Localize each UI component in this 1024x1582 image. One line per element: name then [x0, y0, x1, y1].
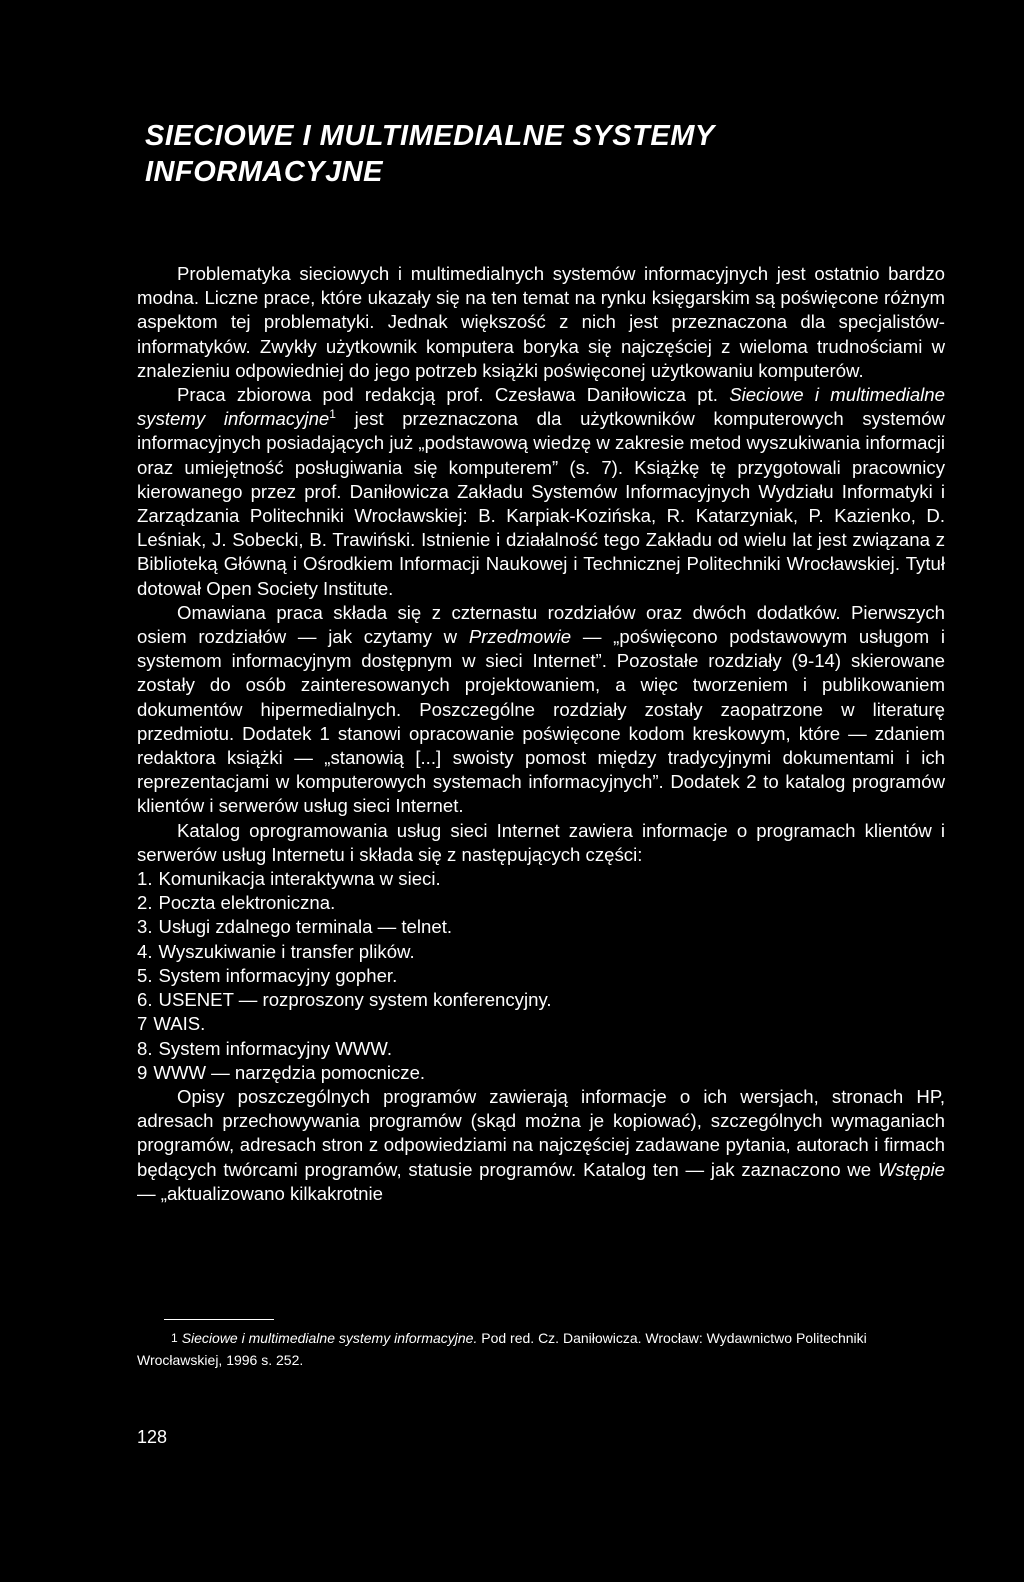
introduction-title: Wstępie — [877, 1158, 945, 1180]
book-title: Sieciowe i multimedialne systemy informacyjne — [137, 384, 945, 430]
footnote-number: 1 — [171, 1331, 178, 1345]
list-item-text: Komunikacja interaktywna w sieci. — [158, 868, 441, 890]
paragraph-publication-start: Praca zbiorowa pod redakcją prof. Czesława Daniłowicza pt. — [177, 384, 730, 406]
list-item-text: System informacyjny gopher. — [158, 964, 398, 986]
list-item-number: 7 — [137, 1013, 148, 1035]
list-item — [137, 964, 945, 988]
list-item-number: 5. — [137, 964, 153, 986]
paragraph-descriptions-rest: — „aktualizowano kilkakrotnie — [137, 1182, 383, 1204]
paragraph-descriptions-start: Opisy poszczególnych programów zawierają informacje o ich wersjach, stronach HP, adresach przechowywania programów (skąd można je kopiować), szczególnych wymaganiach programów, adresach stron z odpowiedziami na najczęściej zadawane pytania, autorach i firmach będących twórcami programów, statusie programów. Katalog ten — jak zaznaczono we — [137, 1085, 945, 1180]
title-line-1: SIECIOWE I MULTIMEDIALNE SYSTEMY — [145, 120, 715, 152]
list-item-number: 6. — [137, 989, 153, 1011]
list-item-text: Usługi zdalnego terminala — telnet. — [158, 916, 453, 938]
list-item-text: WWW — narzędzia pomocnicze. — [153, 1061, 426, 1083]
list-item-number: 3. — [137, 916, 153, 938]
paragraph-contents-start: Omawiana praca składa się z czternastu rozdziałów oraz dwóch dodatków. Pierwszych osiem rozdziałów — jak czytamy w — [137, 601, 945, 648]
page-number: 128 — [137, 1427, 168, 1447]
list-item-number: 9 — [137, 1061, 148, 1083]
list-item — [137, 940, 945, 964]
title-line-2: INFORMACYJNE — [145, 156, 384, 188]
list-item — [137, 891, 945, 915]
paragraph-contents-rest: — „poświęcono podstawowym usługom i systemom informacyjnym dostępnym w sieci Internet”. Pozostałe rozdziały (9-14) skierowane zostały do osób zainteresowanych projektowaniem, a więc tworzeniem i publikowaniem dokumentów hipermedialnych. Poszczególne rozdziały zostały zaopatrzone w literaturę przedmiotu. Dodatek 1 stanowi opracowanie poświęcone kodom kreskowym, które — zdaniem redaktora książki — „stanowią [...] swoisty pomost między tradycyjnymi dokumentami i ich reprezentacjami w komputerowych systemach informacyjnych”. Dodatek 2 to katalog programów klientów i serwerów usług sieci Internet. — [137, 626, 945, 817]
footnote-divider — [164, 1319, 274, 1320]
list-item — [137, 1037, 945, 1061]
list-item — [137, 988, 945, 1012]
list-item-number: 8. — [137, 1037, 153, 1059]
list-item-number: 2. — [137, 892, 153, 914]
list-item-number: 4. — [137, 940, 153, 962]
list-item — [137, 867, 945, 891]
footnote-text: Pod red. Cz. Daniłowicza. Wrocław: Wydawnictwo Politechniki Wrocławskiej, 1996 s. 252. — [137, 1330, 867, 1368]
paragraph-publication-rest: jest przeznaczona dla użytkowników komputerowych systemów informacyjnych posiadających już „podstawową wiedzę w zakresie metod wyszukiwania informacji oraz umiejętność posługiwania się komputerem” (s. 7). Książkę tę przygotowali pracownicy kierowanego przez prof. Daniłowicza Zakładu Systemów Informacyjnych Wydziału Informatyki i Zarządzania Politechniki Wrocławskiej: B. Karpiak-Kozińska, R. Katarzyniak, P. Kazienko, D. Leśniak, J. Sobecki, B. Trawiński. Istnienie i działalność tego Zakładu od wielu lat jest związana z Biblioteką Główną i Ośrodkiem Informacji Naukowej i Technicznej Politechniki Wrocławskiej. Tytuł dotował Open Society Institute. — [137, 408, 945, 599]
footnote-reference: 1 — [329, 407, 336, 422]
list-item-text: Wyszukiwanie i transfer plików. — [158, 940, 415, 962]
paragraph-contents — [137, 601, 945, 819]
article-body — [137, 262, 945, 1206]
list-item-number: 1. — [137, 868, 153, 890]
list-item-text: System informacyjny WWW. — [158, 1037, 392, 1059]
preface-title: Przedmowie — [468, 626, 572, 648]
list-item-text: Poczta elektroniczna. — [158, 892, 336, 914]
catalog-parts-list — [137, 867, 945, 1085]
article-title — [145, 118, 925, 190]
paragraph-catalog: Katalog oprogramowania usług sieci Internet zawiera informacje o programach klientów i serwerów usług Internetu i składa się z następujących części: — [137, 819, 945, 865]
paragraph-descriptions — [137, 1085, 945, 1206]
list-item — [137, 1061, 945, 1085]
list-item — [137, 1012, 945, 1036]
footnote — [137, 1327, 937, 1371]
list-item-text: USENET — rozproszony system konferencyjny. — [158, 989, 552, 1011]
list-item-text: WAIS. — [153, 1013, 206, 1035]
footnote-book-title: Sieciowe i multimedialne systemy informacyjne. — [181, 1330, 478, 1346]
paragraph-intro: Problematyka sieciowych i multimedialnych systemów informacyjnych jest ostatnio bardzo modna. Liczne prace, które ukazały się na ten temat na rynku księgarskim są poświęcone różnym aspektom tej problematyki. Jednak większość z nich jest przeznaczona dla specjalistów-informatyków. Zwykły użytkownik komputera boryka się najczęściej z wieloma trudnościami w znalezieniu odpowiedniej do jego potrzeb książki poświęconej użytkowaniu komputerów. — [137, 263, 945, 381]
list-item — [137, 915, 945, 939]
paragraph-publication — [137, 383, 945, 601]
